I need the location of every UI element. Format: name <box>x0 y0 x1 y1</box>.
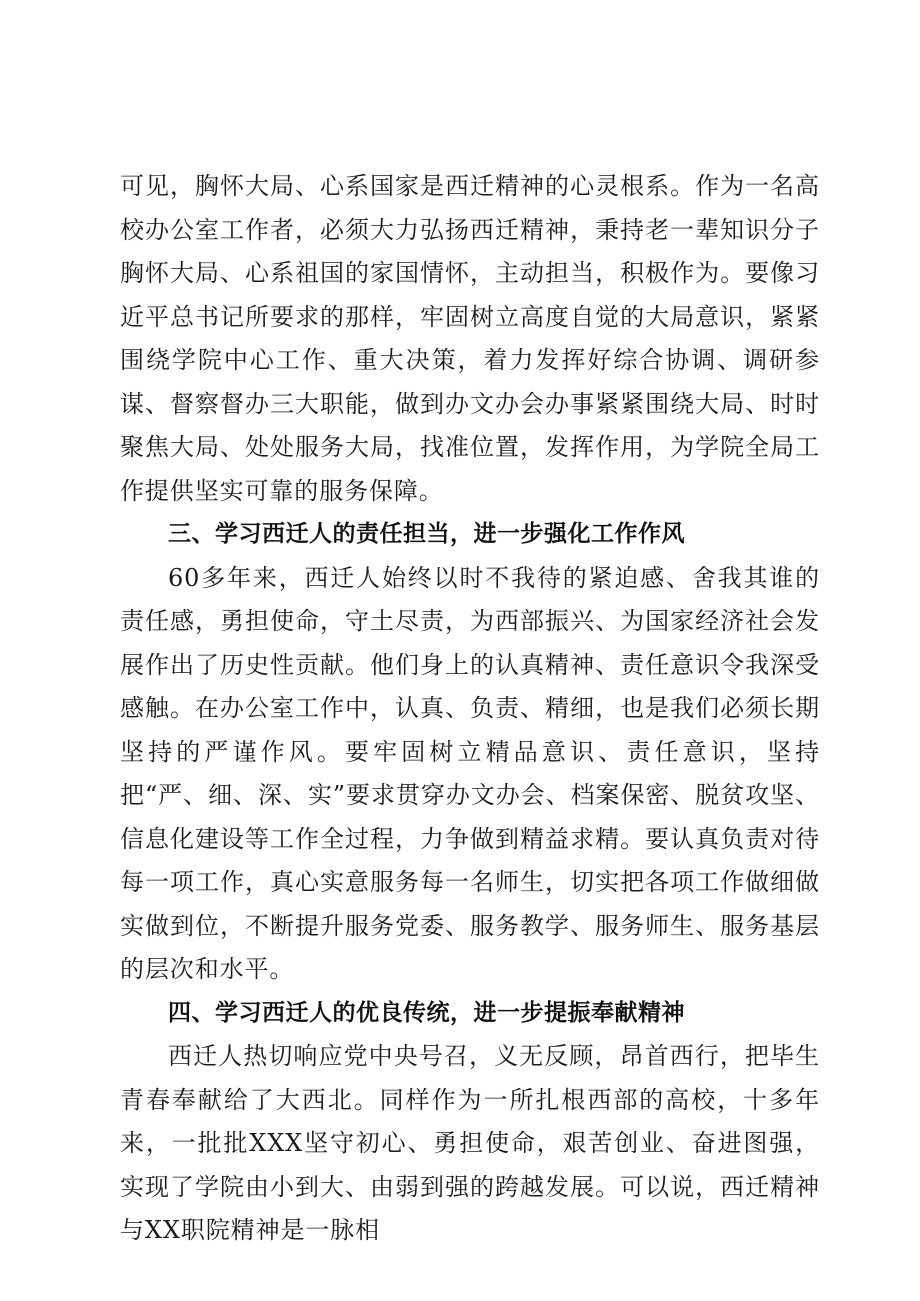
body-paragraph-3: 西迁人热切响应党中央号召，义无反顾，昂首西行，把毕生青春奉献给了大西北。同样作为一所扎根西部的高校，十多年来，一批批XXX坚守初心、勇担使命，艰苦创业、奋进图强，实现了学院由小到大、由弱到强的跨越发展。可以说，西迁精神与XX职院精神是一脉相 <box>120 1042 820 1244</box>
section-heading-4: 四、学习西迁人的优良传统，进一步提振奉献精神 <box>168 999 685 1026</box>
body-paragraph-2: 60多年来，西迁人始终以时不我待的紧迫感、舍我其谁的责任感，勇担使命，守土尽责，为西部振兴、为国家经济社会发展作出了历史性贡献。他们身上的认真精神、责任意识令我深受感触。在办公室工作中，认真、负责、精细，也是我们必须长期坚持的严谨作风。要牢固树立精品意识、责任意识，坚持把“严、细、深、实”要求贯穿办文办会、档案保密、脱贫攻坚、信息化建设等工作全过程，力争做到精益求精。要认真负责对待每一项工作，真心实意服务每一名师生，切实把各项工作做细做实做到位，不断提升服务党委、服务教学、服务师生、服务基层的层次和水平。 <box>120 563 820 983</box>
document-body <box>120 165 820 1253</box>
section-heading-3: 三、学习西迁人的责任担当，进一步强化工作作风 <box>168 521 685 547</box>
body-paragraph-1: 可见，胸怀大局、心系国家是西迁精神的心灵根系。作为一名高校办公室工作者，必须大力弘扬西迁精神，秉持老一辈知识分子胸怀大局、心系祖国的家国情怀，主动担当，积极作为。要像习近平总书记所要求的那样，牢固树立高度自觉的大局意识，紧紧围绕学院中心工作、重大决策，着力发挥好综合协调、调研参谋、督察督办三大职能，做到办文办会办事紧紧围绕大局、时时聚焦大局、处处服务大局，找准位置，发挥作用，为学院全局工作提供坚实可靠的服务保障。 <box>120 172 820 505</box>
